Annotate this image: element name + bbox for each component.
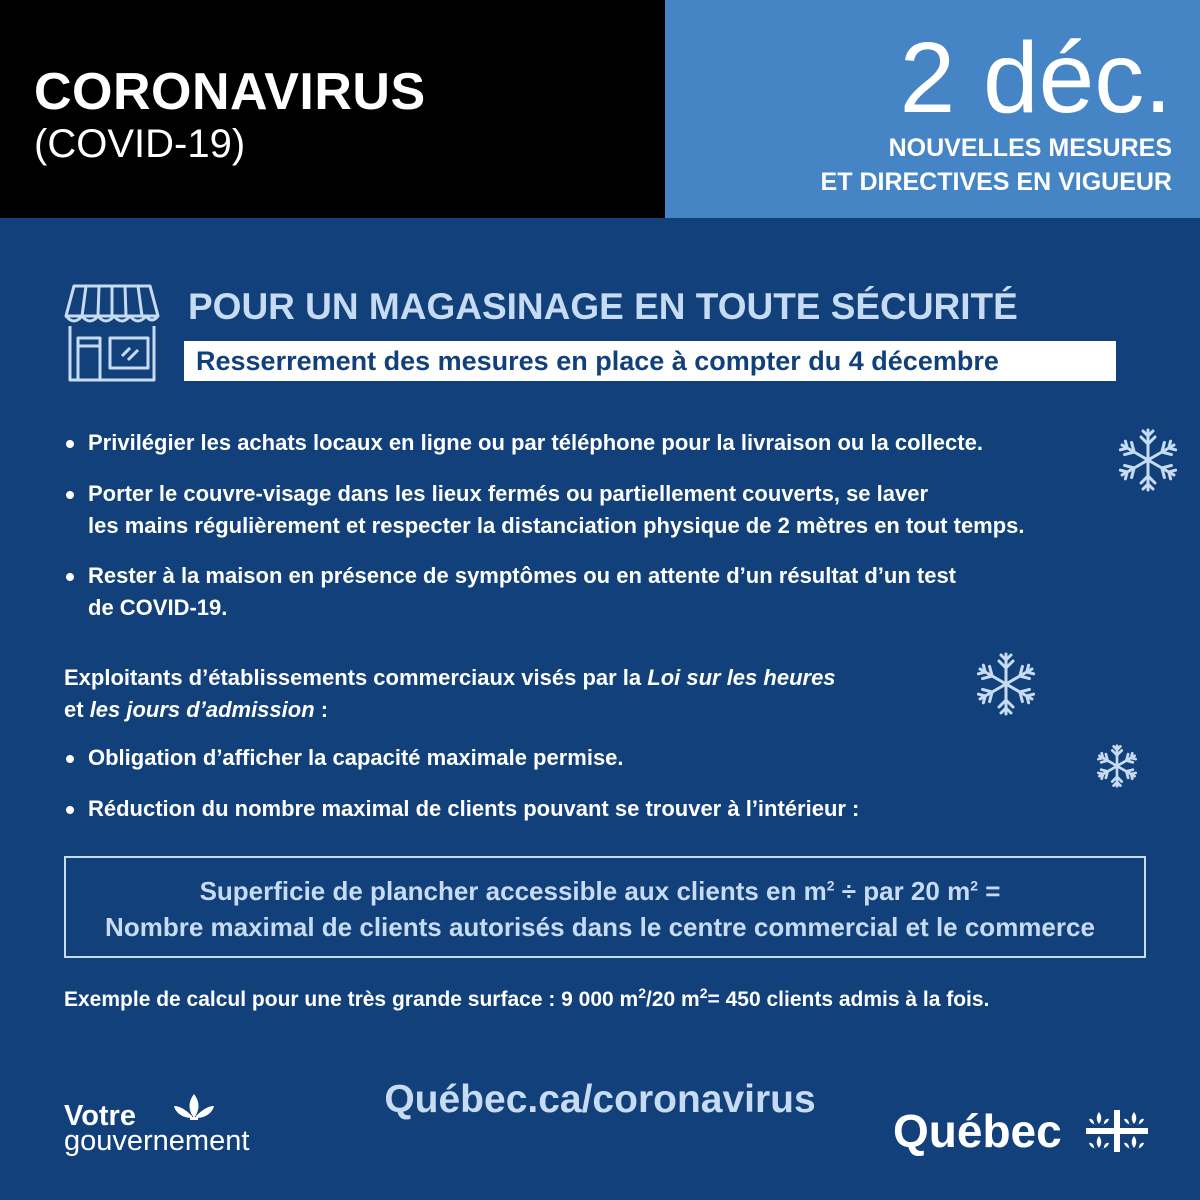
snowflake-icon: [1114, 426, 1182, 494]
fleur-de-lis-icon: [170, 1092, 218, 1128]
quebec-flag-icon: [1086, 1110, 1148, 1152]
bullet-dot: [66, 573, 74, 581]
storefront-icon: [64, 282, 160, 382]
bullet-dot: [66, 806, 74, 814]
header-tagline-1: NOUVELLES MESURES: [888, 134, 1172, 162]
operators-line-1: Exploitants d’établissements commerciaux visés par la Loi sur les heures: [64, 665, 836, 690]
section-subtitle-band: [184, 341, 1116, 381]
gov-logo-line-1: Votre: [64, 1100, 136, 1132]
obligation-2: Réduction du nombre maximal de clients pouvant se trouver à l’intérieur :: [88, 796, 860, 821]
calculation-example: Exemple de calcul pour une très grande surface : 9 000 $m^2/20$ $m^2= 450$ clients admis à la fois.: [64, 985, 990, 1011]
header-date: 2 déc.: [899, 22, 1172, 134]
snowflake-icon: [1094, 743, 1140, 789]
bullet-1-line-1: Privilégier les achats locaux en ligne ou par téléphone pour la livraison ou la collecte.: [88, 430, 983, 455]
bullet-3-line-1: Rester à la maison en présence de symptômes ou en attente d’un résultat d’un test: [88, 563, 957, 588]
website-link[interactable]: Québec.ca/coronavirus: [384, 1078, 816, 1121]
quebec-logo-text: Québec: [893, 1105, 1062, 1157]
bullet-2-line-2: les mains régulièrement et respecter la distanciation physique de 2 mètres en tout temps.: [88, 513, 1025, 538]
header-tagline-2: ET DIRECTIVES EN VIGUEUR: [820, 168, 1172, 196]
bullet-3-line-2: de COVID-19.: [88, 595, 228, 620]
obligation-1: Obligation d’afficher la capacité maximale permise.: [88, 745, 624, 770]
operators-line-2: et les jours d’admission :: [64, 697, 329, 722]
section-subtitle: Resserrement des mesures en place à compter du 4 décembre: [196, 346, 999, 376]
bullet-2-line-1: Porter le couvre-visage dans les lieux fermés ou partiellement couverts, se laver: [88, 481, 929, 506]
bullet-dot: [66, 440, 74, 448]
header-title: CORONAVIRUS: [34, 63, 426, 121]
section-title: POUR UN MAGASINAGE EN TOUTE SÉCURITÉ: [188, 286, 1018, 327]
header-subtitle: (COVID-19): [34, 122, 246, 166]
gov-logo-line-2: gouvernement: [64, 1125, 250, 1157]
formula-line-2: Nombre maximal de clients autorisés dans le centre commercial et le commerce: [105, 912, 1095, 942]
bullet-dot: [66, 755, 74, 763]
formula-line-1: Superficie de plancher accessible aux clients en $m^2$ ÷ par 20 $m^2$ =: [199, 876, 1001, 906]
bullet-dot: [66, 491, 74, 499]
snowflake-icon: [972, 650, 1040, 718]
